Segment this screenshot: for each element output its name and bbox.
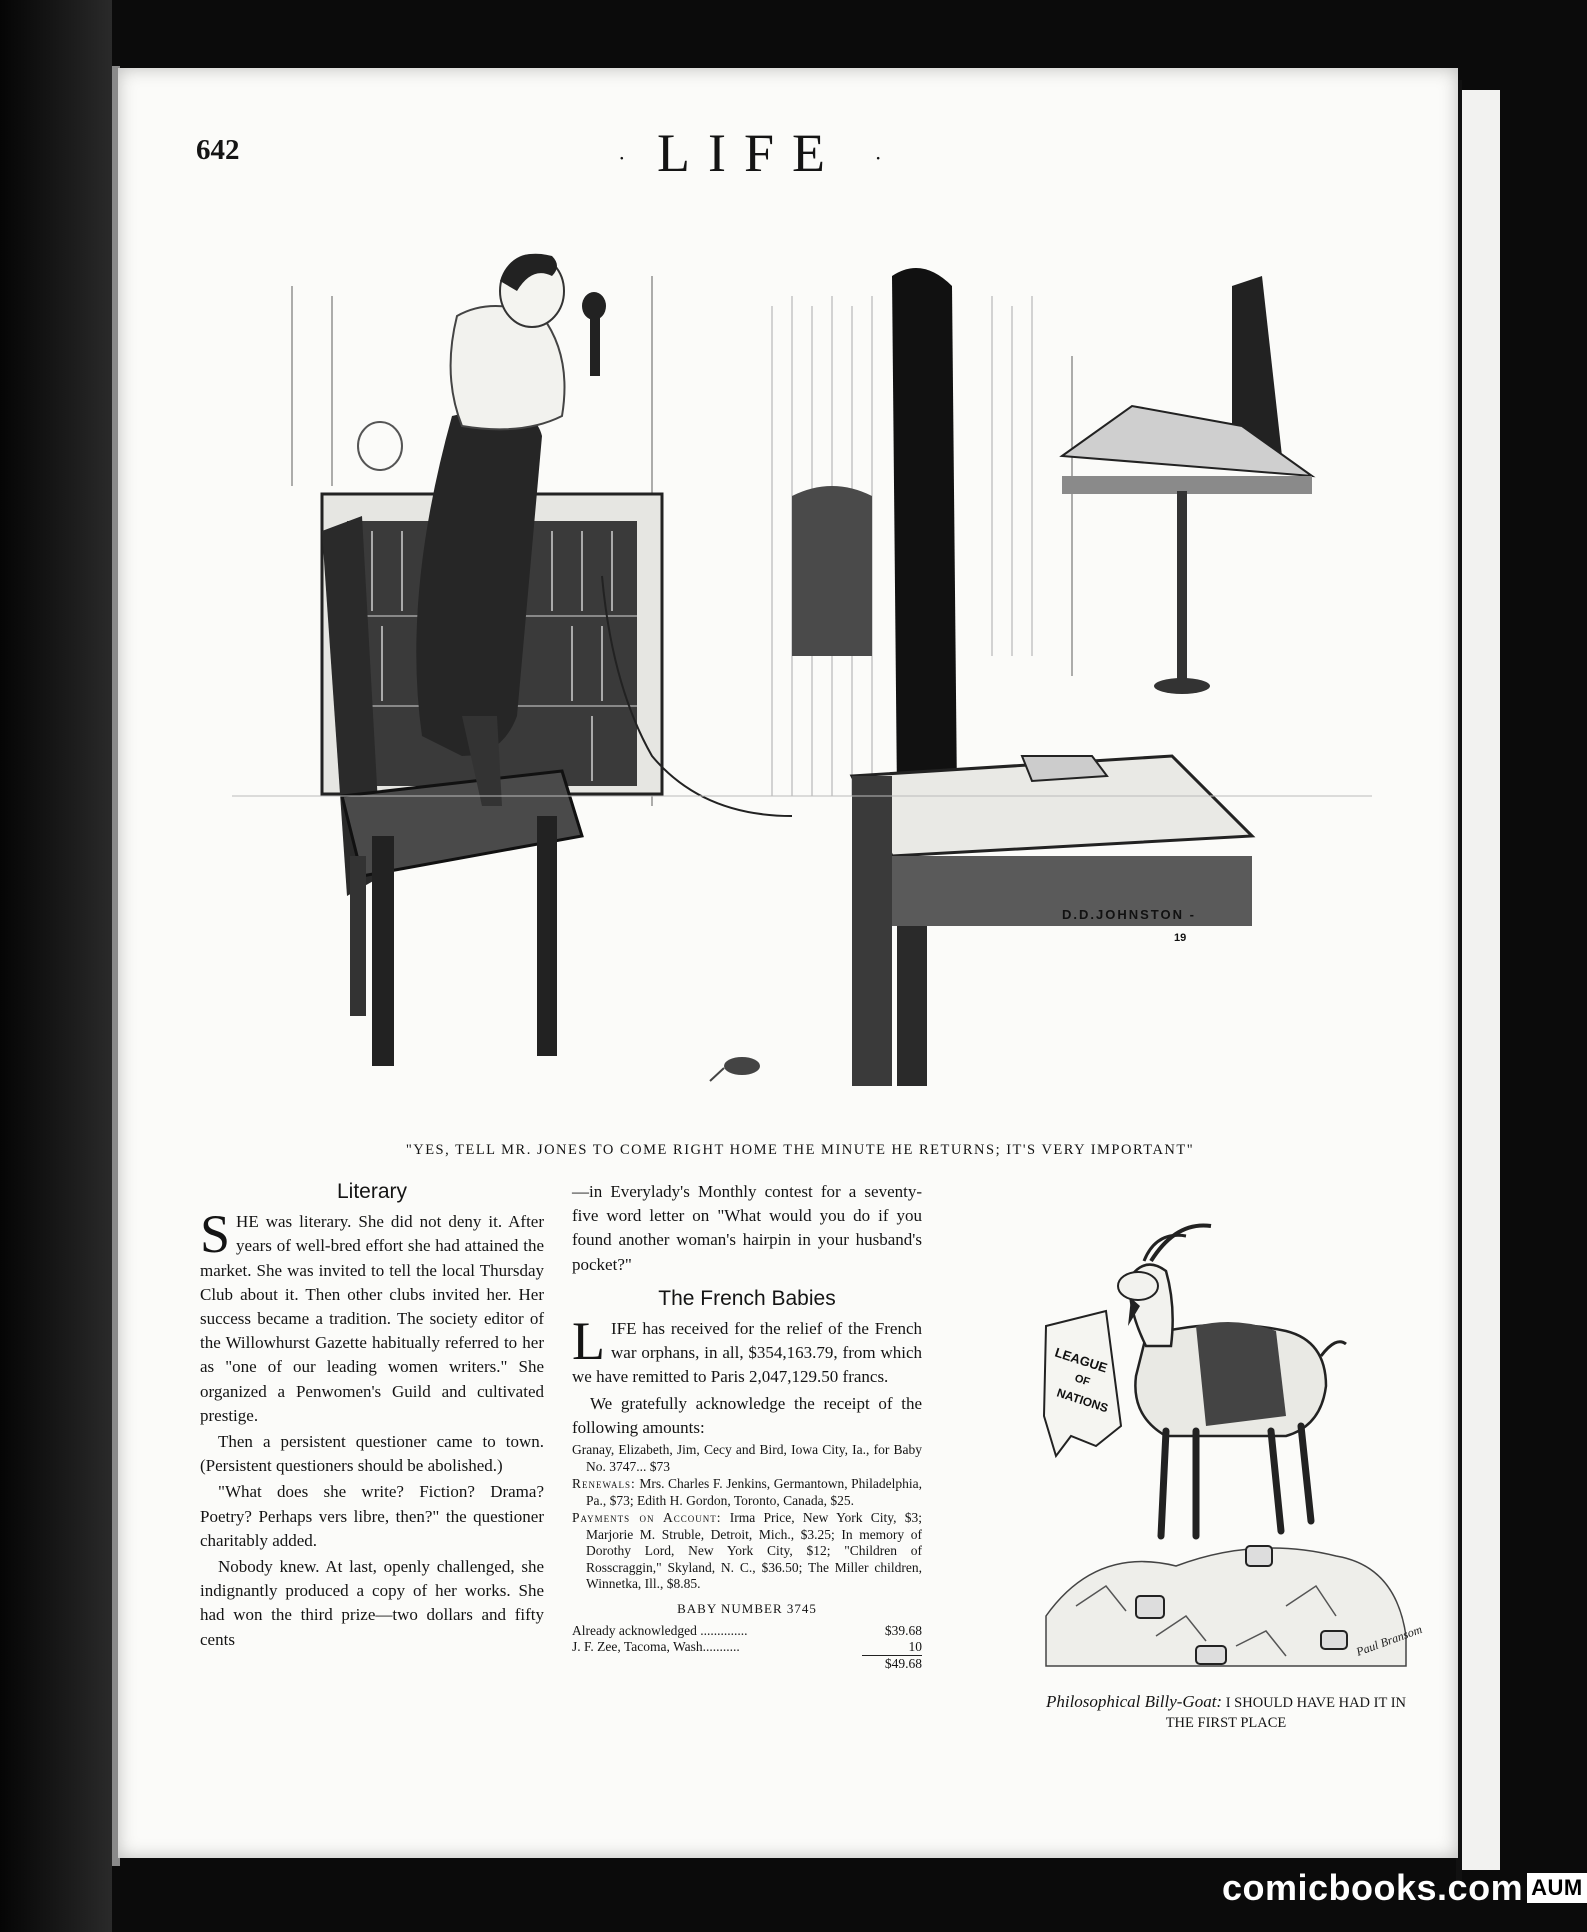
ledger-label: Already acknowledged .............. xyxy=(572,1622,748,1638)
goat-caption-text: I SHOULD HAVE HAD IT IN THE FIRST PLACE xyxy=(1165,1695,1407,1731)
literary-paragraph-4: Nobody knew. At last, openly challenged, she indignantly produced a copy of her works. She had won the third prize—two dollars and fifty cents xyxy=(200,1557,544,1649)
donation-entry-1: Granay, Elizabeth, Jim, Cecy and Bird, Iowa City, Ia., for Baby No. 3747... $73 xyxy=(572,1442,922,1474)
telephone-illustration xyxy=(232,236,1372,1096)
masthead-dot-right: · xyxy=(874,145,882,171)
baby-number-heading: BABY NUMBER 3745 xyxy=(677,1600,817,1616)
donation-list xyxy=(572,1442,922,1593)
literary-paragraph-3: "What does she write? Fiction? Drama? Poetry? Perhaps vers libre, then?" the questioner charitably added. xyxy=(200,1482,544,1550)
payments-text: Irma Price, New York City, $3; Marjorie M. Struble, Detroit, Mich., $3.25; In memory of Dorothy Lord, New York City, $12; "Children of Rosscraggin," Skyland, N. C., $36.50; The Miller children, Winnetka, Ill., $8.85. xyxy=(586,1510,922,1592)
ledger-amount: $39.68 xyxy=(884,1622,922,1638)
donation-entry-3 xyxy=(572,1510,922,1593)
literary-drop-cap: S xyxy=(200,1204,231,1265)
masthead xyxy=(500,122,1000,184)
masthead-dot-left: · xyxy=(618,145,626,171)
banner-line-league: LEAGUE xyxy=(1053,1344,1110,1376)
french-babies-heading: The French Babies xyxy=(658,1286,836,1310)
banner-line-of: OF xyxy=(1073,1372,1092,1389)
literary-paragraph-1-text: HE was literary. She did not deny it. After years of well-bred effort she had attained the market. She was invited to tell the local Thursday Club about it. Then other clubs invited her. Her success became a tradition. The society editor of the Willowhurst Gazette habitually referred to her as "one of our leading women writers." She organized a Penwomen's Guild and cultivated prestige. xyxy=(200,1212,544,1425)
watermark-text: comicbooks.com xyxy=(1222,1867,1524,1908)
artist-signature-year: 19 xyxy=(1174,932,1187,944)
scan-border-left xyxy=(0,0,112,1932)
french-babies-column xyxy=(572,1180,922,1672)
next-page-edge xyxy=(1462,90,1500,1870)
ledger-row xyxy=(572,1623,922,1639)
goat-artist-signature: Paul Bransom xyxy=(1354,1622,1424,1659)
french-babies-paragraph-2: We gratefully acknowledge the receipt of the following amounts: xyxy=(572,1393,922,1437)
ledger-total: $49.68 xyxy=(862,1655,922,1672)
literary-heading: Literary xyxy=(336,1180,408,1203)
french-babies-paragraph-1-text: IFE has received for the relief of the French war orphans, in all, $354,163.79, from which we have remitted to Paris 2,047,129.50 francs. xyxy=(572,1319,922,1387)
literary-paragraph-1 xyxy=(200,1204,544,1428)
goat-caption xyxy=(1036,1692,1416,1733)
billy-goat-cartoon xyxy=(1036,1216,1424,1686)
watermark-tag: AUM xyxy=(1527,1873,1587,1903)
literary-paragraph-2: Then a persistent questioner came to town. (Persistent questioners should be abolished.) xyxy=(200,1432,544,1476)
baby-ledger xyxy=(572,1623,922,1672)
site-watermark xyxy=(1222,1860,1583,1916)
masthead-title: LIFE xyxy=(657,123,843,183)
french-babies-paragraph-1 xyxy=(572,1311,922,1390)
renewals-label: Renewals: xyxy=(572,1476,636,1492)
ledger-row xyxy=(572,1639,922,1655)
ledger-amount: 10 xyxy=(908,1638,922,1654)
literary-column xyxy=(200,1180,544,1654)
ledger-label: J. F. Zee, Tacoma, Wash........... xyxy=(572,1638,740,1654)
french-babies-drop-cap: L xyxy=(572,1311,605,1372)
payments-label: Payments on Account: xyxy=(572,1510,722,1526)
renewals-text: Mrs. Charles F. Jenkins, Germantown, Philadelphia, Pa., $73; Edith H. Gordon, Toronto, Canada, $25. xyxy=(586,1476,923,1508)
banner-line-nations: NATIONS xyxy=(1055,1385,1110,1416)
artist-signature: D.D.JOHNSTON - xyxy=(1062,907,1196,922)
page-number: 642 xyxy=(196,134,240,166)
goat-caption-title: Philosophical Billy-Goat: xyxy=(1045,1692,1223,1711)
donation-entry-2 xyxy=(572,1476,922,1509)
literary-paragraph-5: —in Everylady's Monthly contest for a seventy-five word letter on "What would you do if you found another woman's hairpin in your husband's pocket?" xyxy=(572,1182,922,1274)
illustration-caption: "YES, TELL MR. JONES TO COME RIGHT HOME THE MINUTE HE RETURNS; IT'S VERY IMPORTANT" xyxy=(405,1142,1195,1158)
